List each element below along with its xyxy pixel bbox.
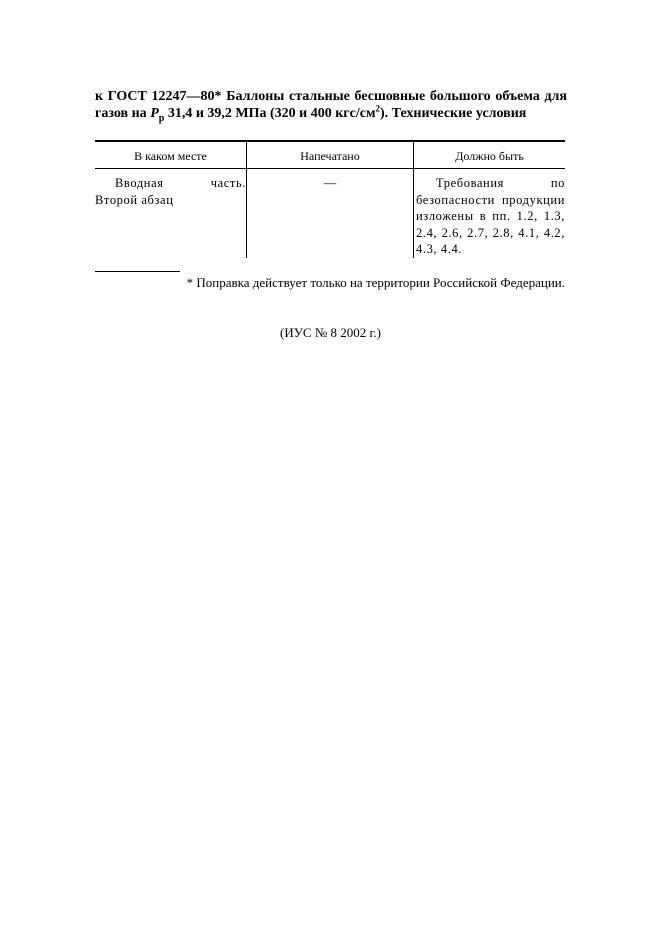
cell-printed: —	[247, 169, 414, 258]
title-text: ). Технические условия	[380, 106, 527, 121]
column-header-printed: Напечатано	[247, 141, 414, 169]
pressure-symbol: P	[150, 106, 159, 121]
table-row	[95, 169, 565, 258]
column-header-place: В каком месте	[95, 141, 247, 169]
footnote-divider	[95, 271, 180, 272]
column-header-should-be: Должно быть	[414, 141, 566, 169]
title-line-2	[95, 105, 567, 127]
corrections-table	[95, 140, 565, 258]
pressure-subscript: р	[158, 112, 165, 124]
cell-should-be	[414, 169, 566, 258]
table-header-row	[95, 141, 565, 169]
title-text: 31,4 и 39,2 МПа (320 и 400 кгс/см	[164, 106, 376, 121]
cell-should-be-text: Требования по безопасности продукции изложены в пп. 1.2, 1.3, 2.4, 2.6, 2.7, 2.8, 4.1, 4.2, 4.3, 4.4.	[416, 176, 565, 256]
title-line-1: к ГОСТ 12247—80* Баллоны стальные бесшовные большого объема для	[95, 89, 567, 104]
document-title	[95, 88, 567, 127]
footnote: * Поправка действует только на территории Российской Федерации.	[186, 275, 565, 290]
cell-place	[95, 169, 247, 258]
title-text: газов на	[95, 106, 151, 121]
title-superscript: 2	[375, 103, 380, 114]
cell-place-text: Вводная часть. Второй абзац	[95, 176, 246, 207]
source-reference: (ИУС № 8 2002 г.)	[280, 325, 381, 340]
